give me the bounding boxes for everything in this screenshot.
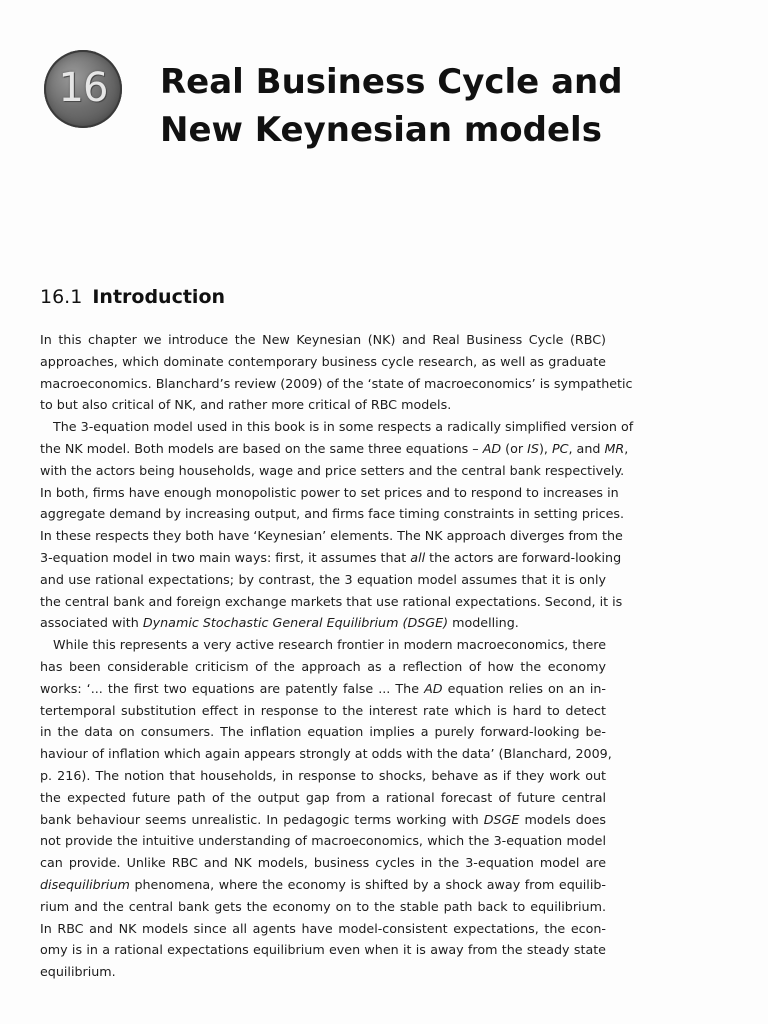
text-line: to but also critical of NK, and rather more critical of RBC models. — [40, 397, 452, 413]
text-line: bank behaviour seems unrealistic. In pedagogic terms working with DSGE models does — [40, 811, 606, 827]
text-line: p. 216). The notion that households, in response to shocks, behave as if they work out — [40, 767, 606, 783]
chapter-title-line-2: New Keynesian models — [160, 110, 602, 150]
text-line: has been considerable criticism of the approach as a reflection of how the economy — [40, 658, 606, 674]
section-title: Introduction — [92, 286, 226, 308]
text-line: in the data on consumers. The inflation equation implies a purely forward-looking be- — [40, 724, 606, 740]
text-line: In RBC and NK models since all agents have model-consistent expectations, the econ- — [40, 920, 606, 936]
text-line: equilibrium. — [40, 964, 116, 980]
text-line: disequilibrium phenomena, where the economy is shifted by a shock away from equilib- — [40, 876, 606, 892]
text-line: approaches, which dominate contemporary business cycle research, as well as graduate — [40, 353, 606, 369]
paragraph-1 — [40, 329, 633, 416]
text-line: the central bank and foreign exchange markets that use rational expectations. Second, it is — [40, 593, 623, 609]
text-line: the expected future path of the output gap from a rational forecast of future central — [40, 789, 606, 805]
section-heading — [40, 286, 225, 308]
text-line: the NK model. Both models are based on the same three equations – AD (or IS), PC, and MR, — [40, 440, 629, 456]
paragraph-2 — [40, 416, 634, 634]
text-line: rium and the central bank gets the economy on to the stable path back to equilibrium. — [40, 898, 606, 914]
text-line: and use rational expectations; by contrast, the 3 equation model assumes that it is only — [40, 571, 606, 587]
text-line: associated with Dynamic Stochastic General Equilibrium (DSGE) modelling. — [40, 615, 519, 631]
text-line: While this represents a very active research frontier in modern macroeconomics, there — [53, 637, 606, 653]
paragraph-3 — [40, 634, 612, 983]
text-line: not provide the intuitive understanding of macroeconomics, which the 3-equation model — [40, 833, 606, 849]
chapter-number: 16 — [58, 65, 108, 111]
text-line: 3-equation model in two main ways: first, it assumes that all the actors are forward-looking — [40, 549, 622, 565]
text-line: with the actors being households, wage and price setters and the central bank respectively. — [40, 462, 625, 478]
chapter-title — [160, 58, 720, 154]
text-line: In these respects they both have ‘Keynesian’ elements. The NK approach diverges from the — [40, 528, 623, 544]
text-line: works: ‘... the first two equations are patently false ... The AD equation relies on an in- — [40, 680, 606, 696]
text-line: omy is in a rational expectations equilibrium even when it is away from the steady state — [40, 942, 606, 958]
text-line: aggregate demand by increasing output, and firms face timing constraints in setting prices. — [40, 506, 625, 522]
chapter-number-badge — [44, 50, 122, 128]
text-line: haviour of inflation which again appears strongly at odds with the data’ (Blanchard, 2009, — [40, 746, 612, 762]
text-line: The 3-equation model used in this book is in some respects a radically simplified version of — [53, 419, 634, 435]
text-line: tertemporal substitution effect in response to the interest rate which is hard to detect — [40, 702, 606, 718]
section-number: 16.1 — [40, 286, 83, 308]
body-text — [40, 329, 634, 983]
text-line: In both, firms have enough monopolistic power to set prices and to respond to increases in — [40, 484, 619, 500]
text-line: can provide. Unlike RBC and NK models, business cycles in the 3-equation model are — [40, 855, 606, 871]
text-line: macroeconomics. Blanchard’s review (2009) of the ‘state of macroeconomics’ is sympathetic — [40, 375, 633, 391]
chapter-title-line-1: Real Business Cycle and — [160, 62, 623, 102]
text-line: In this chapter we introduce the New Keynesian (NK) and Real Business Cycle (RBC) — [40, 332, 606, 347]
